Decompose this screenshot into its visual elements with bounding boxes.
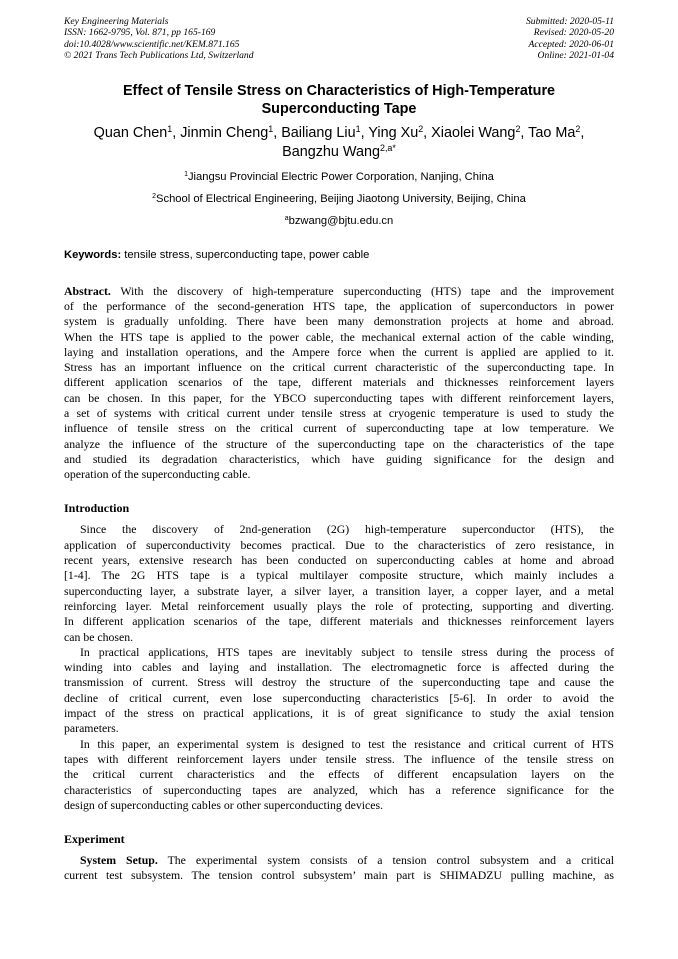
author-affil-mark: 2 <box>575 123 581 134</box>
text-line: winding into cables and laying and installation. The electromagnetic force is affected during the <box>64 660 614 675</box>
accepted-date: Accepted: 2020-06-01 <box>528 38 614 50</box>
abstract-text: With the discovery of high-temperature superconducting (HTS) tape and the improvement <box>110 283 614 298</box>
title-line: Superconducting Tape <box>261 100 417 117</box>
author-affil-mark: 1 <box>268 123 274 134</box>
author-name: Quan Chen <box>93 124 168 141</box>
text-line: application of superconductivity becomes practical. Due to the characteristics of zero resistance, in <box>64 537 614 552</box>
intro-paragraph-3 <box>64 737 614 813</box>
abstract-line: and studied its degradation characteristics, which have guiding significance for the design and <box>64 451 614 466</box>
affil-mark: 1 <box>184 170 188 178</box>
abstract-line: laying and installation operations, and the Ampere force when the current is applied are applied to it. <box>64 344 614 359</box>
journal-name: Key Engineering Materials <box>64 16 169 27</box>
text-line: parameters. <box>64 721 119 736</box>
author-list <box>64 124 614 162</box>
author-affil-mark: 2 <box>418 123 424 134</box>
abstract-line <box>64 284 614 299</box>
author-name: Tao Ma <box>528 124 576 141</box>
author-name: Bailiang Liu <box>281 124 356 141</box>
abstract <box>64 284 614 483</box>
text-line: In practical applications, HTS tapes are inevitably subject to tensile stress during the process of <box>80 644 614 659</box>
abstract-line: different application scenarios of the tape, different materials and thicknesses reinforcement layers <box>64 375 614 390</box>
abstract-line: Stress has an important influence on the critical current characteristic of the superconducting tape. In <box>64 360 614 375</box>
text-line: impact of the stress on practical applications, it is of great significance to study the axial tension <box>64 706 614 721</box>
revised-date: Revised: 2020-05-20 <box>533 27 614 39</box>
text-line: transmission of current. Stress will destroy the structure of the superconducting tape and cause the <box>64 675 614 690</box>
abstract-label: Abstract. <box>64 283 111 298</box>
subsection-run-head: System Setup. <box>80 853 158 868</box>
text-line: recent years, extensive research has been conducted on superconducting cables at home and abroad <box>64 553 614 568</box>
copyright-line: © 2021 Trans Tech Publications Ltd, Switzerland <box>64 50 254 62</box>
affil-mark: a <box>284 214 289 222</box>
abstract-line: can be chosen. In this paper, for the YBCO superconducting tapes with different reinforcement layers, <box>64 390 614 405</box>
contact-email <box>64 214 614 228</box>
section-heading-experiment: Experiment <box>64 832 125 847</box>
abstract-line: analyze the influence of the structure of the superconducting tape on the characteristics of the tape <box>64 436 614 451</box>
keywords-label: Keywords: <box>64 248 122 261</box>
text-line: In this paper, an experimental system is designed to test the resistance and critical current of HTS <box>80 736 614 751</box>
author-line: Quan Chen$^1$, Jinmin Cheng$^1$, Bailiang Liu$^1$, Ying Xu$^2$, Xiaolei Wang$^2$, Tao Ma$^2$, <box>93 123 585 141</box>
section-heading-introduction: Introduction <box>64 501 130 516</box>
issn-line: ISSN: 1662-9795, Vol. 871, pp 165-169 <box>64 27 216 39</box>
journal-header <box>64 16 614 62</box>
affiliation-2 <box>64 192 614 206</box>
online-date: Online: 2021-01-04 <box>537 50 614 62</box>
text-line: superconducting layer, a substrate layer, a silver layer, a transition layer, a copper layer, and a metal <box>64 583 614 598</box>
email-text: bzwang@bjtu.edu.cn <box>288 214 394 227</box>
author-name: Jinmin Cheng <box>180 124 269 141</box>
author-affil-mark: 2,a* <box>380 142 396 153</box>
affiliation-1 <box>64 170 614 184</box>
keywords <box>64 248 614 262</box>
author-line <box>64 143 614 162</box>
doi-line: doi:10.4028/www.scientific.net/KEM.871.165 <box>64 38 240 50</box>
abstract-line: influence of tensile stress on the critical current of superconducting tape at low temperature. We <box>64 421 614 436</box>
author-name: Ying Xu <box>368 124 419 141</box>
journal-info <box>64 16 254 62</box>
abstract-line: When the HTS tape is applied to the power cable, the mechanical external action of the cable winding, <box>64 329 614 344</box>
text-line: In different application scenarios of the tape, different materials and thicknesses reinforcement layers <box>64 614 614 629</box>
text-line: reinforcing layer. Metal reinforcement usually plays the role of protecting, supporting and diverting. <box>64 598 614 613</box>
abstract-line: of the performance of the second-generation HTS tape, the application of superconductors in power <box>64 298 614 313</box>
abstract-line: system is gradually unfolding. There have been many demonstration projects at home and abroad. <box>64 314 614 329</box>
author-affil-mark: 1 <box>355 123 361 134</box>
title-line: Effect of Tensile Stress on Characteristics of High-Temperature <box>122 82 556 99</box>
experiment-text: The experimental system consists of a tension control subsystem and a critical <box>157 853 614 868</box>
keywords-text: tensile stress, superconducting tape, power cable <box>121 248 370 261</box>
paper-page <box>64 16 614 884</box>
abstract-line: operation of the superconducting cable. <box>64 467 251 482</box>
submission-dates <box>526 16 614 62</box>
text-line: characteristics of superconducting tapes are analyzed, which has a reference significance for the <box>64 782 614 797</box>
text-line: Since the discovery of 2nd-generation (2G) high-temperature superconductor (HTS), the <box>80 522 614 537</box>
author-name: Bangzhu Wang <box>282 143 380 160</box>
text-line: the critical current characteristics and the effects of different encapsulation layers on the <box>64 767 614 782</box>
affil-mark: 2 <box>152 192 157 200</box>
text-line: can be chosen. <box>64 629 134 644</box>
submitted-date: Submitted: 2020-05-11 <box>525 16 614 27</box>
intro-paragraph-2 <box>64 645 614 737</box>
text-line <box>64 853 614 868</box>
author-name: Xiaolei Wang <box>431 124 516 141</box>
experiment-paragraph <box>64 853 614 884</box>
text-line: tapes with different reinforcement layers under tensile stress. The influence of the tensile stress on <box>64 751 614 766</box>
text-line: [1-4]. The 2G HTS tape is a typical multilayer composite structure, which mainly includes a <box>64 568 614 583</box>
text-line: decline of critical current, even lose superconducting characteristics [5-6]. In order to avoid the <box>64 690 614 705</box>
text-line: current test subsystem. The tension control subsystem’ main part is SHIMADZU pulling machine, as <box>64 868 614 883</box>
author-affil-mark: 1 <box>167 123 173 134</box>
affil-text: School of Electrical Engineering, Beijing Jiaotong University, Beijing, China <box>156 192 526 205</box>
abstract-line: a set of systems with critical current under tensile stress at cryogenic temperature is used to study the <box>64 406 614 420</box>
intro-paragraph-1 <box>64 522 614 644</box>
author-affil-mark: 2 <box>515 123 521 134</box>
text-line: design of superconducting cables or other superconducting devices. <box>64 797 384 812</box>
affil-text: Jiangsu Provincial Electric Power Corporation, Nanjing, China <box>187 170 494 183</box>
paper-title <box>64 82 614 118</box>
